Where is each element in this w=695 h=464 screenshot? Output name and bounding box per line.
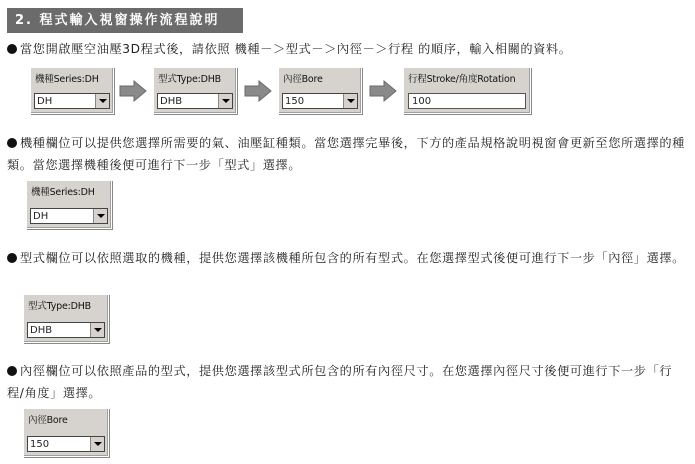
series-paragraph (7, 132, 689, 176)
bore-paragraph (7, 360, 689, 404)
bore-value: 150 (30, 439, 50, 450)
stroke-value: 100 (412, 96, 432, 107)
type-label: 型式Type:DHB (28, 301, 91, 312)
type-panel (153, 67, 237, 114)
dropdown-arrow-icon[interactable] (93, 209, 107, 223)
series-panel (30, 67, 114, 114)
next-arrow-icon (119, 80, 147, 102)
type-value: DHB (30, 325, 53, 336)
bore-label: 內徑Bore (283, 74, 323, 85)
section-heading: 2. 程式輸入視窗操作流程說明 (7, 8, 243, 33)
series-label: 機種Series:DH (31, 187, 95, 198)
dropdown-arrow-icon[interactable] (90, 323, 104, 337)
stroke-label: 行程Stroke/角度Rotation (408, 74, 516, 85)
bullet-icon (7, 366, 17, 376)
next-arrow-icon (244, 80, 272, 102)
series-panel-example (26, 180, 112, 229)
type-label: 型式Type:DHB (158, 74, 221, 85)
bore-select[interactable] (27, 436, 105, 452)
intro-paragraph (7, 38, 689, 60)
series-label: 機種Series:DH (35, 74, 99, 85)
bore-select[interactable] (282, 93, 358, 109)
type-select[interactable] (157, 93, 233, 109)
next-arrow-icon (369, 80, 397, 102)
series-value: DH (37, 96, 53, 107)
dropdown-arrow-icon[interactable] (90, 437, 104, 451)
type-select[interactable] (27, 322, 105, 338)
series-value: DH (33, 211, 49, 222)
bore-value: 150 (285, 96, 305, 107)
bore-text: 內徑欄位可以依照產品的型式，提供您選擇該型式所包含的所有內徑尺寸。在您選擇內徑尺寸後便可進行下一步「行程/角度」選擇。 (7, 364, 673, 400)
series-text: 機種欄位可以提供您選擇所需要的氣、油壓缸種類。當您選擇完畢後，下方的產品規格說明視窗會更新至您所選擇的種類。當您選擇機種後便可進行下一步「型式」選擇。 (7, 136, 685, 172)
dropdown-arrow-icon[interactable] (95, 94, 109, 108)
type-value: DHB (160, 96, 183, 107)
bore-label: 內徑Bore (28, 415, 68, 426)
stroke-panel (403, 67, 531, 114)
type-paragraph (7, 247, 689, 269)
bullet-icon (7, 138, 17, 148)
bullet-icon (7, 44, 17, 54)
intro-text: 當您開啟壓空油壓3D程式後，請依照 機種－＞型式－＞內徑－＞行程 的順序，輸入相關的資料。 (20, 42, 572, 56)
dropdown-arrow-icon[interactable] (218, 94, 232, 108)
bore-panel-example (23, 408, 109, 457)
series-select[interactable] (30, 208, 108, 224)
stroke-input[interactable] (408, 93, 526, 109)
type-panel-example (23, 294, 109, 343)
bullet-icon (7, 253, 17, 263)
type-text: 型式欄位可以依照選取的機種，提供您選擇該機種所包含的所有型式。在您選擇型式後便可進行下一步「內徑」選擇。 (20, 251, 685, 265)
series-select[interactable] (34, 93, 110, 109)
dropdown-arrow-icon[interactable] (343, 94, 357, 108)
bore-panel (278, 67, 362, 114)
